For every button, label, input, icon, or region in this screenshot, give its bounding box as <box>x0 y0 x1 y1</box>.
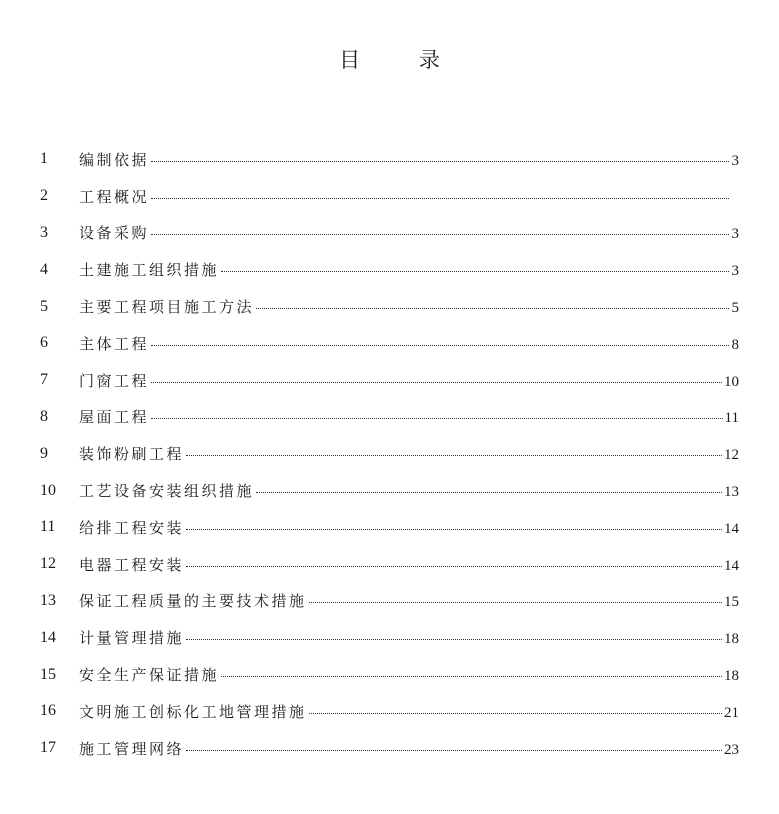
toc-page-number: 21 <box>724 704 739 721</box>
toc-number: 16 <box>40 702 56 720</box>
toc-label: 工程概况 <box>79 187 150 206</box>
toc-entry-8[interactable] <box>0 399 779 436</box>
toc-entry-17[interactable] <box>0 730 779 767</box>
toc-entry-3[interactable] <box>0 215 779 252</box>
toc-entry-6[interactable] <box>0 325 779 362</box>
toc-number: 12 <box>40 555 56 573</box>
toc-entry-4[interactable] <box>0 251 779 288</box>
toc-page-number: 18 <box>724 631 739 648</box>
toc-page-number: 23 <box>724 741 739 758</box>
dot-leader <box>309 713 722 714</box>
dot-leader <box>151 161 729 162</box>
toc-entry-13[interactable] <box>0 583 779 620</box>
toc-label: 施工管理网络 <box>79 739 185 758</box>
toc-label: 安全生产保证措施 <box>79 666 220 685</box>
dot-leader <box>309 602 722 603</box>
toc-page-number: 3 <box>731 152 739 169</box>
toc-page-number: 12 <box>724 447 739 464</box>
toc-label: 工艺设备安装组织措施 <box>79 482 255 501</box>
toc-number: 11 <box>40 518 56 536</box>
dot-leader <box>151 382 722 383</box>
dot-leader <box>256 492 722 493</box>
toc-entry-5[interactable] <box>0 288 779 325</box>
dot-leader <box>151 234 729 235</box>
toc-label: 装饰粉刷工程 <box>79 445 185 464</box>
toc-number: 2 <box>40 187 48 205</box>
toc-label: 设备采购 <box>79 224 150 243</box>
toc-label: 计量管理措施 <box>79 629 185 648</box>
toc-page-number: 14 <box>724 557 739 574</box>
dot-leader <box>186 455 722 456</box>
toc-label: 电器工程安装 <box>79 555 185 574</box>
toc-entry-14[interactable] <box>0 619 779 656</box>
toc-number: 13 <box>40 591 56 609</box>
toc-page-number: 15 <box>724 594 739 611</box>
toc-number: 14 <box>40 628 56 646</box>
toc-entry-2[interactable] <box>0 178 779 215</box>
dot-leader <box>186 529 722 530</box>
toc-number: 4 <box>40 260 48 278</box>
toc-label: 屋面工程 <box>79 408 150 427</box>
toc-number: 5 <box>40 297 48 315</box>
toc-entry-16[interactable] <box>0 693 779 730</box>
toc-label: 主要工程项目施工方法 <box>79 298 255 317</box>
toc-page-number: 5 <box>731 300 739 317</box>
toc-number: 7 <box>40 371 48 389</box>
toc-entry-7[interactable] <box>0 362 779 399</box>
toc-number: 3 <box>40 223 48 241</box>
toc-page-number: 13 <box>724 484 739 501</box>
toc-label: 给排工程安装 <box>79 518 185 537</box>
toc-number: 15 <box>40 665 56 683</box>
dot-leader <box>186 639 722 640</box>
dot-leader <box>151 198 729 199</box>
toc-entry-9[interactable] <box>0 435 779 472</box>
toc-label: 门窗工程 <box>79 371 150 390</box>
toc-label: 文明施工创标化工地管理措施 <box>79 702 307 721</box>
dot-leader <box>151 345 729 346</box>
toc-page-number: 10 <box>724 373 739 390</box>
dot-leader <box>186 750 722 751</box>
toc-number: 6 <box>40 334 48 352</box>
dot-leader <box>256 308 729 309</box>
page-title: 目 录 <box>339 48 466 72</box>
toc-entry-15[interactable] <box>0 656 779 693</box>
dot-leader <box>186 566 722 567</box>
toc-entry-10[interactable] <box>0 472 779 509</box>
toc-page-number: 3 <box>731 226 739 243</box>
toc-label: 保证工程质量的主要技术措施 <box>79 592 307 611</box>
toc-label: 土建施工组织措施 <box>79 261 220 280</box>
toc-entry-12[interactable] <box>0 546 779 583</box>
dot-leader <box>221 676 722 677</box>
toc-number: 1 <box>40 150 48 168</box>
dot-leader <box>151 418 723 419</box>
toc-page-number: 3 <box>731 263 739 280</box>
table-of-contents <box>0 141 779 767</box>
toc-entry-1[interactable] <box>0 141 779 178</box>
toc-number: 10 <box>40 481 56 499</box>
dot-leader <box>221 271 729 272</box>
toc-number: 9 <box>40 444 48 462</box>
toc-page-number: 14 <box>724 520 739 537</box>
toc-page-number: 11 <box>724 410 739 427</box>
toc-label: 编制依据 <box>79 150 150 169</box>
toc-label: 主体工程 <box>79 334 150 353</box>
toc-number: 8 <box>40 407 48 425</box>
toc-number: 17 <box>40 739 56 757</box>
toc-page-number: 8 <box>731 336 739 353</box>
toc-page-number: 18 <box>724 668 739 685</box>
toc-entry-11[interactable] <box>0 509 779 546</box>
